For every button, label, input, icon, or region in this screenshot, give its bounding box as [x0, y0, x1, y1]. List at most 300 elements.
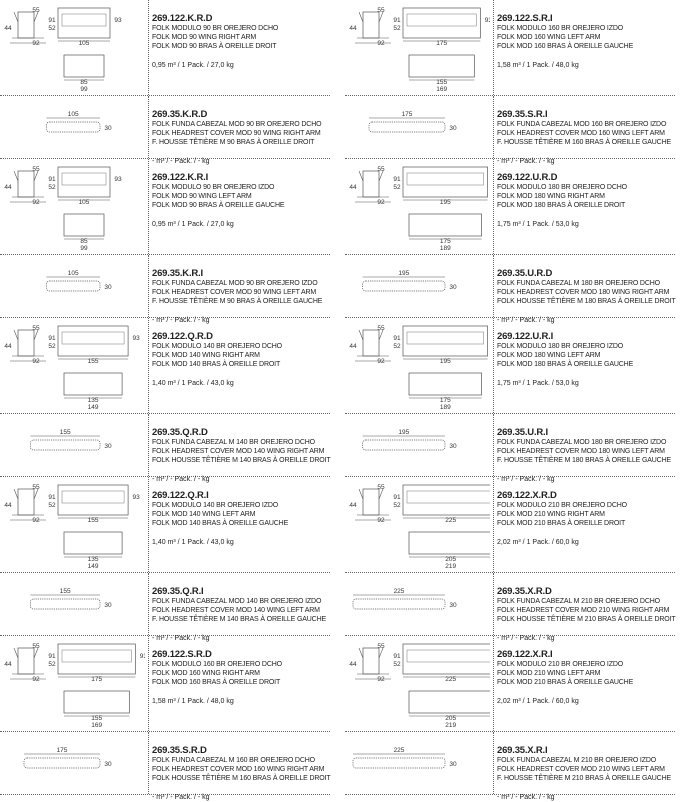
product-description-line: FOLK FUNDA CABEZAL MOD 90 BR OREJERO DCHO	[152, 121, 322, 128]
headrest-drawing	[30, 436, 100, 450]
technical-drawing	[0, 732, 145, 794]
dim-headrest-height-label: 30	[104, 602, 112, 609]
spacer	[497, 687, 675, 697]
product-info	[493, 0, 675, 95]
headrest-drawing	[46, 277, 100, 291]
product-code: 269.122.K.R.D	[152, 13, 213, 24]
dim-seat-width-label: 205	[445, 715, 457, 722]
dim-arm-low-label: 52	[48, 25, 56, 32]
module-entry	[345, 477, 675, 573]
dim-arm-height-label: 9	[139, 653, 144, 660]
headrest-drawing	[30, 595, 100, 609]
dim-total-width-label: 149	[87, 404, 99, 411]
spacer	[497, 306, 675, 316]
product-description-line: FOLK HEADREST COVER MOD 210 WING RIGHT ARM	[497, 607, 670, 614]
dim-seat-width-label: 85	[80, 238, 88, 245]
headrest-drawing	[353, 595, 445, 609]
dim-headrest-width-label: 155	[59, 429, 71, 436]
front-view-drawing	[58, 644, 135, 677]
headrest-entry	[0, 732, 331, 801]
module-entry	[345, 318, 675, 414]
product-info	[148, 255, 330, 324]
packing-info: 1,58 m³ / 1 Pack. / 48,0 kg	[152, 698, 234, 705]
dim-total-width-label: 99	[80, 245, 88, 252]
dim-seat-height-label: 44	[4, 343, 12, 350]
dim-seat-width-label: 135	[87, 556, 99, 563]
product-description-line: FOLK MODULO 160 BR OREJERO IZDO	[497, 25, 624, 32]
product-description-line: FOLK MOD 180 WING LEFT ARM	[497, 352, 601, 359]
packing-info: - m³ / - Pack. / - kg	[497, 794, 555, 801]
product-description-line: FOLK MOD 140 BRAS À OREILLE DROIT	[152, 361, 281, 368]
product-description-line: FOLK MODULO 140 BR OREJERO IZDO	[152, 502, 279, 509]
headrest-entry	[0, 414, 331, 483]
packing-info: - m³ / - Pack. / - kg	[497, 476, 555, 483]
product-description-line: F. HOUSSE TÊTIÈRE M 180 BRAS À OREILLE GAUCHE	[497, 457, 672, 464]
module-entry	[0, 636, 330, 732]
spacer	[497, 51, 675, 61]
module-entry	[345, 159, 675, 255]
drawing-svg	[345, 96, 490, 159]
product-description-line: FOLK FUNDA CABEZAL M 140 BR OREJERO DCHO	[152, 439, 315, 446]
product-info	[493, 159, 675, 254]
dim-arm-low-label: 52	[393, 184, 401, 191]
dim-arm-height-label: 93	[114, 17, 122, 24]
side-profile-drawing	[355, 489, 391, 520]
drawing-svg	[0, 636, 145, 732]
dim-arm-low-label: 52	[393, 343, 401, 350]
product-description-line: FOLK HOUSSE TÊTIÈRE M 160 BRAS À OREILLE DROIT	[152, 775, 331, 782]
module-entry	[0, 159, 330, 255]
side-profile-drawing	[10, 330, 46, 361]
technical-drawing	[345, 477, 490, 572]
drawing-svg	[0, 159, 145, 255]
product-code: 269.122.Q.R.I	[152, 490, 209, 501]
side-profile-drawing	[355, 330, 391, 361]
dim-total-width-label: 169	[91, 722, 103, 729]
technical-drawing	[345, 636, 490, 731]
dim-arm-height-label: 9	[484, 17, 489, 24]
dim-total-width-label: 99	[80, 86, 88, 93]
product-code: 269.122.X.R.D	[497, 490, 557, 501]
drawing-svg	[0, 477, 145, 573]
front-view-drawing	[403, 326, 488, 359]
product-description-line: F. HOUSSE TÊTIÈRE M 210 BRAS À OREILLE GAUCHE	[497, 775, 672, 782]
headrest-entry	[345, 96, 675, 165]
headrest-drawing	[24, 754, 100, 768]
product-description-line: FOLK HEADREST COVER MOD 210 WING LEFT ARM	[497, 766, 665, 773]
product-info	[148, 414, 331, 483]
packing-info: - m³ / - Pack. / - kg	[152, 158, 210, 165]
side-profile-drawing	[355, 12, 391, 43]
dim-chair-depth-total-label: 92	[377, 199, 385, 206]
spacer	[497, 210, 675, 220]
dim-seat-width-label: 155	[436, 79, 448, 86]
product-description-line: FOLK MODULO 210 BR OREJERO IZDO	[497, 661, 624, 668]
front-view-drawing	[58, 8, 110, 41]
dim-chair-depth-label: 55	[32, 643, 40, 650]
product-info	[493, 573, 676, 642]
drawing-svg	[345, 0, 490, 96]
packing-info: 1,58 m³ / 1 Pack. / 48,0 kg	[497, 62, 579, 69]
dim-chair-depth-label: 55	[32, 325, 40, 332]
dim-headrest-height-label: 30	[449, 284, 457, 291]
dim-top-width-label: 225	[445, 676, 457, 683]
product-description-line: FOLK FUNDA CABEZAL M 180 BR OREJERO DCHO	[497, 280, 660, 287]
dim-top-width-label: 175	[91, 676, 103, 683]
dim-headrest-height-label: 30	[104, 443, 112, 450]
product-description-line: FOLK HOUSSE TÊTIÈRE M 210 BRAS À OREILLE DROIT	[497, 616, 676, 623]
product-description-line: FOLK MOD 160 WING LEFT ARM	[497, 34, 601, 41]
dim-seat-height-label: 44	[349, 661, 357, 668]
product-info	[493, 414, 675, 483]
product-description-line: FOLK MOD 210 WING RIGHT ARM	[497, 511, 605, 518]
dim-total-width-label: 219	[445, 722, 457, 729]
side-profile-drawing	[10, 12, 46, 43]
packing-info: 2,02 m³ / 1 Pack. / 60,0 kg	[497, 698, 579, 705]
product-info	[148, 0, 330, 95]
product-description-line: FOLK MODULO 140 BR OREJERO DCHO	[152, 343, 282, 350]
packing-info: - m³ / - Pack. / - kg	[152, 476, 210, 483]
headrest-drawing	[46, 118, 100, 132]
dim-top-width-label: 225	[445, 517, 457, 524]
product-description-line: FOLK MOD 160 BRAS À OREILLE DROIT	[152, 679, 281, 686]
plan-view-drawing	[64, 55, 104, 80]
packing-info: 0,95 m³ / 1 Pack. / 27,0 kg	[152, 62, 234, 69]
product-info	[493, 732, 675, 801]
product-description-line: FOLK MODULO 160 BR OREJERO DCHO	[152, 661, 282, 668]
dim-seat-width-label: 135	[87, 397, 99, 404]
dim-arm-low-label: 52	[48, 502, 56, 509]
dim-seat-width-label: 205	[445, 556, 457, 563]
technical-drawing	[345, 0, 490, 95]
product-description-line: FOLK MOD 90 BRAS À OREILLE DROIT	[152, 43, 277, 50]
plan-view-drawing	[409, 373, 482, 398]
dim-seat-width-label: 175	[439, 397, 451, 404]
product-info	[148, 732, 331, 801]
dim-chair-depth-label: 55	[377, 166, 385, 173]
drawing-svg	[345, 477, 490, 573]
packing-info: 1,40 m³ / 1 Pack. / 43,0 kg	[152, 539, 234, 546]
dim-top-width-label: 195	[439, 358, 451, 365]
spacer	[152, 465, 330, 475]
spacer	[497, 528, 675, 538]
dim-arm-low-label: 52	[393, 25, 401, 32]
dim-arm-height-label: 93	[132, 335, 140, 342]
dim-headrest-height-label: 30	[449, 761, 457, 768]
dim-chair-height-label: 91	[48, 335, 56, 342]
product-description-line: F. HOUSSE TÊTIÈRE M 140 BRAS À OREILLE GAUCHE	[152, 616, 327, 623]
dim-chair-depth-label: 55	[32, 7, 40, 14]
drawing-svg	[345, 318, 490, 414]
dim-seat-width-label: 85	[80, 79, 88, 86]
product-description-line: FOLK HEADREST COVER MOD 160 WING RIGHT ARM	[152, 766, 325, 773]
product-description-line: FOLK MOD 210 WING LEFT ARM	[497, 670, 601, 677]
spacer	[497, 783, 675, 793]
dim-chair-height-label: 91	[393, 653, 401, 660]
technical-drawing	[0, 159, 145, 254]
packing-info: 1,40 m³ / 1 Pack. / 43,0 kg	[152, 380, 234, 387]
front-view-drawing	[403, 8, 480, 41]
spacer	[152, 687, 330, 697]
product-description-line: FOLK FUNDA CABEZAL M 210 BR OREJERO IZDO	[497, 757, 657, 764]
dim-chair-depth-label: 55	[377, 643, 385, 650]
product-code: 269.122.Q.R.D	[152, 331, 213, 342]
product-code: 269.35.S.R.D	[152, 745, 207, 756]
side-profile-drawing	[355, 171, 391, 202]
product-description-line: FOLK FUNDA CABEZAL M 160 BR OREJERO DCHO	[152, 757, 315, 764]
front-view-drawing	[58, 326, 128, 359]
product-description-line: FOLK MODULO 180 BR OREJERO DCHO	[497, 184, 627, 191]
dim-seat-height-label: 44	[4, 661, 12, 668]
drawing-svg	[0, 732, 145, 795]
product-description-line: FOLK MOD 160 BRAS À OREILLE GAUCHE	[497, 43, 634, 50]
side-profile-drawing	[10, 171, 46, 202]
headrest-entry	[0, 573, 330, 642]
left-column	[0, 0, 331, 801]
headrest-entry	[345, 732, 675, 801]
technical-drawing	[345, 318, 490, 413]
product-description-line: FOLK FUNDA CABEZAL MOD 160 BR OREJERO IZDO	[497, 121, 667, 128]
packing-info: - m³ / - Pack. / - kg	[497, 635, 555, 642]
technical-drawing	[345, 414, 490, 476]
packing-info: - m³ / - Pack. / - kg	[152, 317, 210, 324]
technical-drawing	[0, 414, 145, 476]
spacer	[152, 147, 330, 157]
dim-headrest-width-label: 175	[401, 111, 413, 118]
dim-arm-low-label: 52	[393, 502, 401, 509]
product-description-line: FOLK FUNDA CABEZAL M 210 BR OREJERO DCHO	[497, 598, 660, 605]
product-description-line: F. HOUSSE TÊTIÈRE M 90 BRAS À OREILLE DROIT	[152, 139, 315, 146]
product-description-line: FOLK MOD 140 WING LEFT ARM	[152, 511, 256, 518]
product-info	[148, 318, 330, 413]
dim-arm-low-label: 52	[48, 184, 56, 191]
product-code: 269.35.U.R.D	[497, 268, 553, 279]
spacer	[152, 51, 330, 61]
packing-info: 0,95 m³ / 1 Pack. / 27,0 kg	[152, 221, 234, 228]
dim-chair-height-label: 91	[393, 494, 401, 501]
product-description-line: FOLK MOD 180 BRAS À OREILLE GAUCHE	[497, 361, 634, 368]
dim-seat-width-label: 155	[91, 715, 103, 722]
spacer	[152, 624, 330, 634]
module-entry	[345, 0, 675, 96]
packing-info: 1,75 m³ / 1 Pack. / 53,0 kg	[497, 221, 579, 228]
product-description-line: FOLK MOD 180 WING RIGHT ARM	[497, 193, 605, 200]
product-description-line: FOLK HEADREST COVER MOD 140 WING RIGHT ARM	[152, 448, 325, 455]
dim-chair-depth-total-label: 92	[32, 40, 40, 47]
product-description-line: FOLK MODULO 90 BR OREJERO DCHO	[152, 25, 279, 32]
product-code: 269.35.K.R.I	[152, 268, 203, 279]
product-description-line: FOLK MOD 90 BRAS À OREILLE GAUCHE	[152, 202, 285, 209]
side-profile-drawing	[10, 648, 46, 679]
product-description-line: FOLK MOD 90 WING RIGHT ARM	[152, 34, 257, 41]
drawing-svg	[0, 318, 145, 414]
plan-view-drawing	[64, 691, 129, 716]
dim-chair-depth-total-label: 92	[377, 40, 385, 47]
dim-top-width-label: 175	[436, 40, 448, 47]
plan-view-drawing	[409, 532, 490, 557]
spacer	[152, 369, 330, 379]
product-code: 269.35.Q.R.I	[152, 586, 204, 597]
product-description-line: FOLK MOD 140 BRAS À OREILLE GAUCHE	[152, 520, 289, 527]
dim-chair-depth-label: 55	[377, 325, 385, 332]
dim-seat-height-label: 44	[349, 343, 357, 350]
product-code: 269.35.X.R.I	[497, 745, 548, 756]
product-description-line: FOLK HEADREST COVER MOD 180 WING LEFT ARM	[497, 448, 665, 455]
dim-headrest-height-label: 30	[104, 761, 112, 768]
plan-view-drawing	[409, 214, 482, 239]
product-description-line: FOLK MODULO 210 BR OREJERO DCHO	[497, 502, 627, 509]
product-info	[493, 477, 675, 572]
dim-arm-height-label: 93	[132, 494, 140, 501]
headrest-entry	[0, 96, 330, 165]
packing-info: - m³ / - Pack. / - kg	[152, 635, 210, 642]
front-view-drawing	[403, 167, 488, 200]
drawing-svg	[0, 255, 145, 318]
dim-headrest-width-label: 195	[398, 270, 410, 277]
dim-chair-depth-label: 55	[32, 484, 40, 491]
technical-drawing	[345, 573, 490, 635]
dim-chair-depth-total-label: 92	[377, 358, 385, 365]
product-description-line: FOLK HEADREST COVER MOD 180 WING RIGHT ARM	[497, 289, 670, 296]
product-description-line: FOLK HOUSSE TÊTIÈRE M 140 BRAS À OREILLE DROIT	[152, 457, 331, 464]
product-info	[493, 255, 676, 324]
product-code: 269.122.K.R.I	[152, 172, 209, 183]
product-info	[493, 96, 675, 165]
dim-top-width-label: 195	[439, 199, 451, 206]
spacer	[497, 465, 675, 475]
spacer	[497, 624, 675, 634]
dim-arm-low-label: 52	[393, 661, 401, 668]
dim-total-width-label: 189	[439, 404, 451, 411]
drawing-svg	[345, 255, 490, 318]
drawing-svg	[0, 573, 145, 636]
product-description-line: FOLK HEADREST COVER MOD 160 WING LEFT ARM	[497, 130, 665, 137]
headrest-drawing	[363, 277, 445, 291]
spacer	[152, 306, 330, 316]
product-info	[148, 636, 330, 731]
technical-drawing	[0, 255, 145, 317]
packing-info: - m³ / - Pack. / - kg	[152, 794, 210, 801]
product-info	[148, 159, 330, 254]
product-description-line: FOLK MOD 90 WING LEFT ARM	[152, 193, 252, 200]
drawing-svg	[345, 414, 490, 477]
product-code: 269.122.U.R.I	[497, 331, 554, 342]
technical-drawing	[345, 159, 490, 254]
product-info	[493, 318, 675, 413]
front-view-drawing	[403, 644, 490, 677]
spacer	[152, 783, 330, 793]
dim-seat-height-label: 44	[349, 502, 357, 509]
right-column	[345, 0, 676, 801]
dim-headrest-width-label: 195	[398, 429, 410, 436]
headrest-entry	[345, 573, 676, 642]
product-description-line: FOLK FUNDA CABEZAL MOD 90 BR OREJERO IZDO	[152, 280, 318, 287]
headrest-drawing	[353, 754, 445, 768]
dim-chair-depth-total-label: 92	[32, 199, 40, 206]
dim-chair-height-label: 91	[393, 176, 401, 183]
dim-headrest-height-label: 30	[449, 443, 457, 450]
dim-seat-height-label: 44	[4, 25, 12, 32]
dim-headrest-height-label: 30	[449, 125, 457, 132]
dim-top-width-label: 105	[78, 199, 90, 206]
spacer	[152, 210, 330, 220]
dim-total-width-label: 189	[439, 245, 451, 252]
dim-chair-height-label: 91	[48, 17, 56, 24]
dim-seat-height-label: 44	[4, 184, 12, 191]
product-description-line: FOLK FUNDA CABEZAL MOD 140 BR OREJERO IZDO	[152, 598, 322, 605]
product-description-line: F. HOUSSE TÊTIÈRE M 160 BRAS À OREILLE GAUCHE	[497, 139, 672, 146]
headrest-entry	[345, 414, 675, 483]
product-description-line: FOLK MOD 180 BRAS À OREILLE DROIT	[497, 202, 626, 209]
dim-total-width-label: 169	[436, 86, 448, 93]
product-description-line: FOLK MOD 210 BRAS À OREILLE DROIT	[497, 520, 626, 527]
side-profile-drawing	[355, 648, 391, 679]
product-description-line: FOLK MOD 210 BRAS À OREILLE GAUCHE	[497, 679, 634, 686]
headrest-drawing	[363, 436, 445, 450]
packing-info: - m³ / - Pack. / - kg	[497, 317, 555, 324]
dim-arm-height-label: 93	[114, 176, 122, 183]
drawing-svg	[345, 636, 490, 732]
dim-arm-low-label: 52	[48, 343, 56, 350]
side-profile-drawing	[10, 489, 46, 520]
dim-chair-depth-total-label: 92	[32, 517, 40, 524]
plan-view-drawing	[64, 373, 122, 398]
product-description-line: FOLK HEADREST COVER MOD 90 WING RIGHT ARM	[152, 130, 321, 137]
dim-seat-height-label: 44	[349, 25, 357, 32]
dim-chair-depth-total-label: 92	[32, 358, 40, 365]
product-info	[148, 96, 330, 165]
product-description-line: FOLK MOD 140 WING RIGHT ARM	[152, 352, 260, 359]
product-code: 269.122.U.R.D	[497, 172, 558, 183]
technical-drawing	[0, 477, 145, 572]
packing-info: 1,75 m³ / 1 Pack. / 53,0 kg	[497, 380, 579, 387]
dim-chair-height-label: 91	[48, 494, 56, 501]
product-code: 269.122.X.R.I	[497, 649, 553, 660]
module-entry	[0, 318, 330, 414]
dim-seat-width-label: 175	[439, 238, 451, 245]
technical-drawing	[345, 96, 490, 158]
dim-seat-height-label: 44	[349, 184, 357, 191]
product-code: 269.35.Q.R.D	[152, 427, 208, 438]
product-info	[493, 636, 675, 731]
product-description-line: FOLK HOUSSE TÊTIÈRE M 180 BRAS À OREILLE DROIT	[497, 298, 676, 305]
drawing-svg	[345, 732, 490, 795]
headrest-entry	[345, 255, 676, 324]
product-description-line: FOLK MOD 160 WING RIGHT ARM	[152, 670, 260, 677]
dim-total-width-label: 219	[445, 563, 457, 570]
plan-view-drawing	[64, 532, 122, 557]
dim-top-width-label: 155	[87, 517, 99, 524]
drawing-svg	[345, 159, 490, 255]
dim-top-width-label: 155	[87, 358, 99, 365]
product-description-line: FOLK HEADREST COVER MOD 90 WING LEFT ARM	[152, 289, 317, 296]
product-description-line: FOLK MODULO 90 BR OREJERO IZDO	[152, 184, 275, 191]
product-code: 269.35.S.R.I	[497, 109, 548, 120]
drawing-svg	[0, 0, 145, 96]
product-code: 269.35.K.R.D	[152, 109, 208, 120]
product-code: 269.122.S.R.I	[497, 13, 553, 24]
drawing-svg	[0, 414, 145, 477]
dim-chair-depth-total-label: 92	[377, 676, 385, 683]
spacer	[152, 528, 330, 538]
technical-drawing	[345, 732, 490, 794]
dim-top-width-label: 105	[78, 40, 90, 47]
dim-chair-depth-total-label: 92	[32, 676, 40, 683]
module-entry	[0, 477, 330, 573]
dim-chair-depth-label: 55	[377, 484, 385, 491]
dim-seat-height-label: 44	[4, 502, 12, 509]
product-info	[148, 477, 330, 572]
